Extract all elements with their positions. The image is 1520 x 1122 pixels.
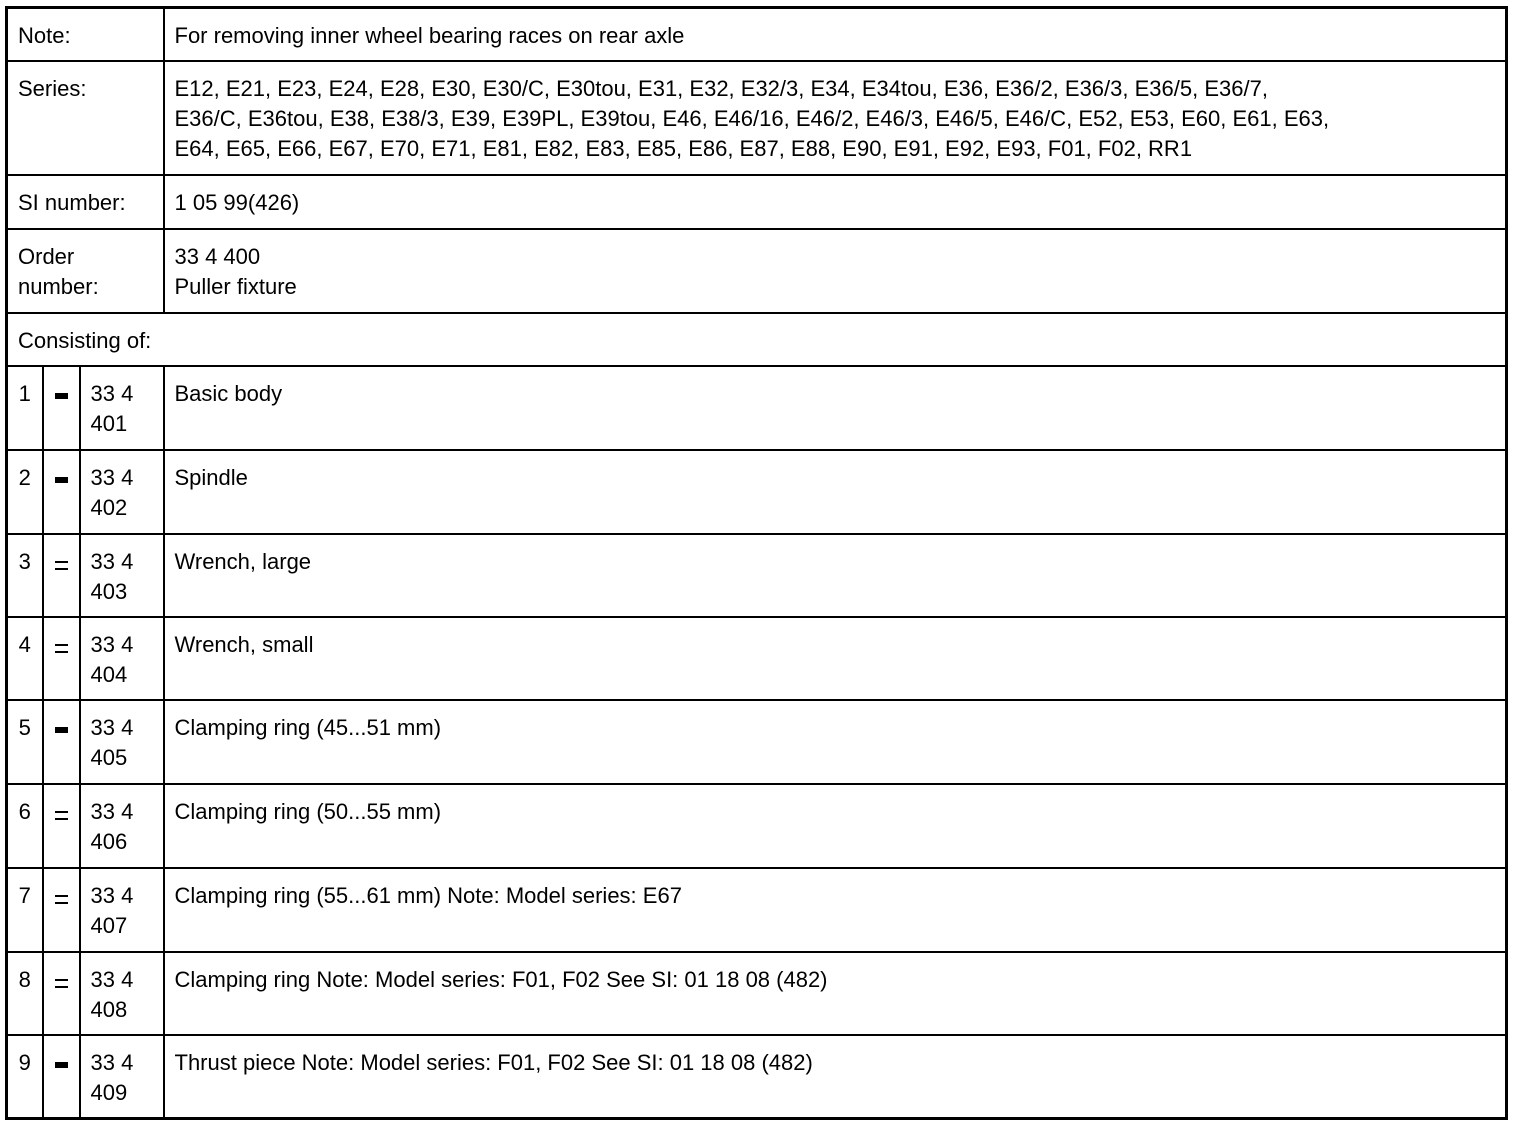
part-description: Clamping ring Note: Model series: F01, F02 See SI: 01 18 08 (482) bbox=[174, 966, 828, 992]
si-number-label: SI number: bbox=[18, 189, 126, 215]
part-mark-cell bbox=[43, 450, 80, 534]
part-number-cell bbox=[7, 617, 43, 700]
part-mark-double-icon bbox=[55, 644, 68, 653]
part-mark-double-icon bbox=[55, 561, 68, 570]
part-mark-filled-icon bbox=[55, 477, 68, 483]
part-row bbox=[7, 1035, 1507, 1119]
part-number-cell bbox=[7, 784, 43, 868]
part-code-cell bbox=[80, 784, 164, 868]
series-line-2: E36/C, E36tou, E38, E38/3, E39, E39PL, E39tou, E46, E46/16, E46/2, E46/3, E46/5, E46/C, E52, E53, E60, E61, E63, bbox=[174, 105, 1330, 131]
note-label-cell bbox=[7, 8, 164, 61]
part-row bbox=[7, 868, 1507, 952]
part-row bbox=[7, 450, 1507, 534]
part-row bbox=[7, 700, 1507, 784]
order-label-line-2: number: bbox=[18, 273, 99, 299]
order-number-row bbox=[7, 229, 1507, 313]
part-desc-cell bbox=[164, 700, 1507, 784]
order-number-name: Puller fixture bbox=[174, 273, 297, 299]
part-desc-cell bbox=[164, 534, 1507, 617]
part-code-cell bbox=[80, 1035, 164, 1119]
part-code bbox=[91, 785, 155, 857]
part-code bbox=[91, 1036, 155, 1108]
part-code-line-1: 33 4 bbox=[90, 631, 134, 657]
part-mark-cell bbox=[43, 617, 80, 700]
part-code-line-2: 409 bbox=[90, 1079, 128, 1105]
part-number: 8 bbox=[18, 966, 31, 992]
part-number-cell bbox=[7, 450, 43, 534]
part-mark-cell bbox=[43, 868, 80, 952]
order-label-line-1: Order bbox=[18, 243, 75, 269]
part-code bbox=[91, 869, 155, 941]
part-code bbox=[91, 535, 155, 607]
part-number: 2 bbox=[18, 464, 31, 490]
part-code-line-2: 401 bbox=[90, 410, 128, 436]
part-mark-double-icon bbox=[55, 895, 68, 904]
part-code-cell bbox=[80, 868, 164, 952]
part-description: Wrench, large bbox=[174, 548, 312, 574]
part-description: Clamping ring (45...51 mm) bbox=[174, 714, 442, 740]
part-number-cell bbox=[7, 952, 43, 1035]
part-desc-cell bbox=[164, 450, 1507, 534]
series-line-3: E64, E65, E66, E67, E70, E71, E81, E82, E83, E85, E86, E87, E88, E90, E91, E92, E93, F01, F02, RR1 bbox=[174, 135, 1193, 161]
part-code-cell bbox=[80, 534, 164, 617]
order-number-value bbox=[175, 230, 1496, 302]
part-desc-cell bbox=[164, 868, 1507, 952]
part-number-cell bbox=[7, 534, 43, 617]
part-row bbox=[7, 784, 1507, 868]
part-mark-filled-icon bbox=[55, 393, 68, 399]
si-number-label-cell bbox=[7, 175, 164, 229]
note-value-cell bbox=[164, 8, 1507, 61]
note-row bbox=[7, 8, 1507, 61]
part-code-cell bbox=[80, 617, 164, 700]
part-mark-cell bbox=[43, 534, 80, 617]
part-description: Wrench, small bbox=[174, 631, 314, 657]
part-description: Spindle bbox=[174, 464, 248, 490]
order-number-code: 33 4 400 bbox=[174, 243, 261, 269]
part-mark-filled-icon bbox=[55, 1062, 68, 1068]
part-desc-cell bbox=[164, 617, 1507, 700]
order-number-label bbox=[18, 230, 153, 302]
part-mark-double-icon bbox=[55, 979, 68, 988]
part-desc-cell bbox=[164, 784, 1507, 868]
part-number: 5 bbox=[18, 714, 31, 740]
part-mark-cell bbox=[43, 366, 80, 450]
consisting-cell bbox=[7, 313, 1507, 366]
part-number-cell bbox=[7, 1035, 43, 1119]
part-code-cell bbox=[80, 952, 164, 1035]
part-code bbox=[91, 451, 155, 523]
part-code-line-1: 33 4 bbox=[90, 1049, 134, 1075]
part-code-line-2: 406 bbox=[90, 828, 128, 854]
part-code-line-1: 33 4 bbox=[90, 798, 134, 824]
note-label: Note: bbox=[18, 23, 71, 48]
part-row bbox=[7, 617, 1507, 700]
part-code bbox=[91, 953, 155, 1025]
part-code-line-1: 33 4 bbox=[90, 380, 134, 406]
part-mark-double-icon bbox=[55, 811, 68, 820]
part-code-cell bbox=[80, 700, 164, 784]
part-row bbox=[7, 952, 1507, 1035]
tool-info-table bbox=[5, 6, 1508, 1120]
part-code-line-2: 403 bbox=[90, 578, 128, 604]
part-mark-cell bbox=[43, 784, 80, 868]
part-code bbox=[91, 618, 155, 690]
series-label-cell bbox=[7, 61, 164, 175]
part-code-line-1: 33 4 bbox=[90, 882, 134, 908]
part-row bbox=[7, 366, 1507, 450]
part-code-cell bbox=[80, 450, 164, 534]
part-code-line-2: 408 bbox=[90, 996, 128, 1022]
part-description: Basic body bbox=[174, 380, 283, 406]
part-code-line-2: 402 bbox=[90, 494, 128, 520]
part-code-line-1: 33 4 bbox=[90, 966, 134, 992]
part-number-cell bbox=[7, 868, 43, 952]
part-number: 4 bbox=[18, 631, 31, 657]
part-description: Clamping ring (50...55 mm) bbox=[174, 798, 442, 824]
part-code-line-1: 33 4 bbox=[90, 714, 134, 740]
part-code-cell bbox=[80, 366, 164, 450]
part-code-line-2: 404 bbox=[90, 661, 128, 687]
series-row bbox=[7, 61, 1507, 175]
si-number-row bbox=[7, 175, 1507, 229]
order-number-label-cell bbox=[7, 229, 164, 313]
part-row bbox=[7, 534, 1507, 617]
order-number-value-cell bbox=[164, 229, 1507, 313]
series-label: Series: bbox=[18, 75, 87, 101]
part-number: 9 bbox=[18, 1049, 31, 1075]
part-number: 3 bbox=[18, 548, 31, 574]
si-number-value-cell bbox=[164, 175, 1507, 229]
part-code-line-1: 33 4 bbox=[90, 548, 134, 574]
series-list bbox=[175, 62, 1496, 164]
part-number: 6 bbox=[18, 798, 31, 824]
part-mark-filled-icon bbox=[55, 727, 68, 733]
part-mark-cell bbox=[43, 700, 80, 784]
part-description: Thrust piece Note: Model series: F01, F02 See SI: 01 18 08 (482) bbox=[174, 1049, 813, 1075]
series-value-cell bbox=[164, 61, 1507, 175]
series-line-1: E12, E21, E23, E24, E28, E30, E30/C, E30tou, E31, E32, E32/3, E34, E34tou, E36, E36/2, E36/3, E36/5, E36/7, bbox=[174, 75, 1268, 101]
part-code bbox=[91, 701, 155, 773]
part-mark-cell bbox=[43, 952, 80, 1035]
part-desc-cell bbox=[164, 366, 1507, 450]
part-code-line-1: 33 4 bbox=[90, 464, 134, 490]
consisting-label: Consisting of: bbox=[18, 327, 152, 353]
part-description: Clamping ring (55...61 mm) Note: Model series: E67 bbox=[174, 882, 682, 908]
part-number: 1 bbox=[18, 380, 31, 406]
part-desc-cell bbox=[164, 1035, 1507, 1119]
part-number-cell bbox=[7, 700, 43, 784]
note-value: For removing inner wheel bearing races on rear axle bbox=[174, 23, 685, 48]
part-number: 7 bbox=[18, 882, 31, 908]
part-code-line-2: 405 bbox=[90, 744, 128, 770]
part-number-cell bbox=[7, 366, 43, 450]
si-number-value: 1 05 99(426) bbox=[174, 189, 300, 215]
part-desc-cell bbox=[164, 952, 1507, 1035]
part-code bbox=[91, 367, 155, 439]
part-mark-cell bbox=[43, 1035, 80, 1119]
part-code-line-2: 407 bbox=[90, 912, 128, 938]
consisting-row bbox=[7, 313, 1507, 366]
